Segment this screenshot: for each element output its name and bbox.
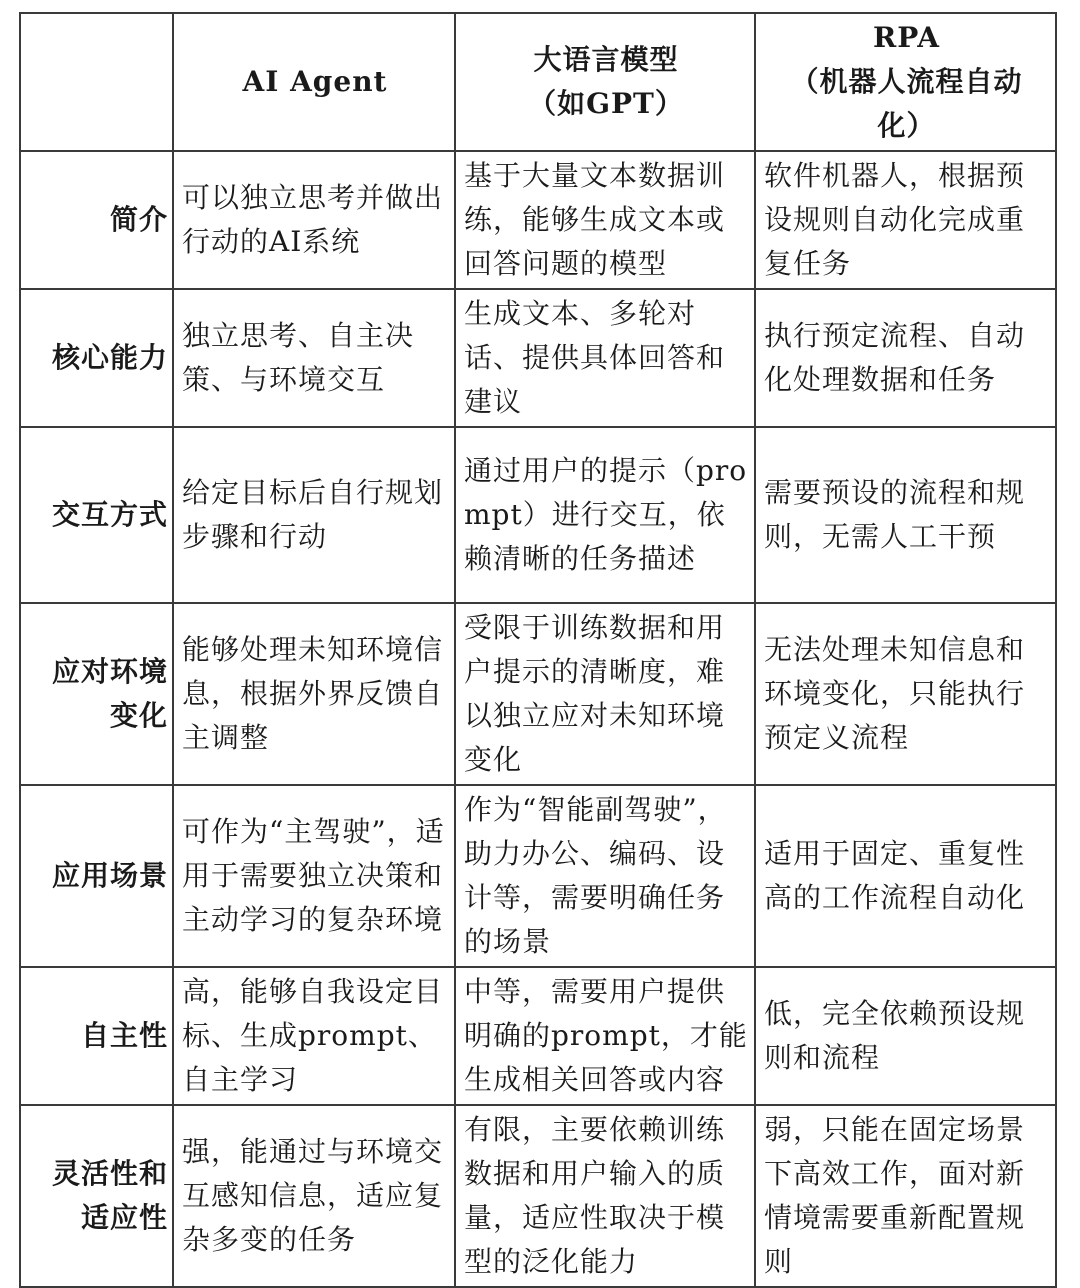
- row-label: 应对环境变化: [20, 603, 173, 785]
- cell-rpa: 软件机器人，根据预设规则自动化完成重复任务: [755, 151, 1056, 289]
- header-llm: 大语言模型 （如GPT）: [455, 13, 755, 151]
- cell-ai-agent: 独立思考、自主决策、与环境交互: [173, 289, 455, 427]
- table-header: [20, 13, 1056, 151]
- cell-llm: 中等，需要用户提供明确的prompt，才能生成相关回答或内容: [455, 967, 755, 1105]
- cell-ai-agent: 给定目标后自行规划步骤和行动: [173, 427, 455, 603]
- cell-rpa: 需要预设的流程和规则，无需人工干预: [755, 427, 1056, 603]
- cell-ai-agent: 可以独立思考并做出行动的AI系统: [173, 151, 455, 289]
- cell-ai-agent: 高，能够自我设定目标、生成prompt、自主学习: [173, 967, 455, 1105]
- table-row: [20, 151, 1056, 289]
- table-row: [20, 1105, 1056, 1287]
- cell-rpa: 执行预定流程、自动化处理数据和任务: [755, 289, 1056, 427]
- row-label: 核心能力: [20, 289, 173, 427]
- cell-llm: 基于大量文本数据训练，能够生成文本或回答问题的模型: [455, 151, 755, 289]
- header-rpa: RPA （机器人流程自动 化）: [755, 13, 1056, 151]
- cell-ai-agent: 能够处理未知环境信息，根据外界反馈自主调整: [173, 603, 455, 785]
- cell-llm: 生成文本、多轮对话、提供具体回答和建议: [455, 289, 755, 427]
- cell-llm: 受限于训练数据和用户提示的清晰度，难以独立应对未知环境变化: [455, 603, 755, 785]
- table-row: [20, 785, 1056, 967]
- cell-rpa: 适用于固定、重复性高的工作流程自动化: [755, 785, 1056, 967]
- row-label: 简介: [20, 151, 173, 289]
- header-ai-agent: AI Agent: [173, 13, 455, 151]
- cell-rpa: 无法处理未知信息和环境变化，只能执行预定义流程: [755, 603, 1056, 785]
- header-row: [20, 13, 1056, 151]
- table-row: [20, 603, 1056, 785]
- cell-rpa: 低，完全依赖预设规则和流程: [755, 967, 1056, 1105]
- cell-llm: 有限，主要依赖训练数据和用户输入的质量，适应性取决于模型的泛化能力: [455, 1105, 755, 1287]
- row-label: 交互方式: [20, 427, 173, 603]
- comparison-table: [19, 12, 1057, 1288]
- cell-llm: 通过用户的提示（prompt）进行交互，依赖清晰的任务描述: [455, 427, 755, 603]
- cell-ai-agent: 强，能通过与环境交互感知信息，适应复杂多变的任务: [173, 1105, 455, 1287]
- table-row: [20, 289, 1056, 427]
- row-label: 自主性: [20, 967, 173, 1105]
- table-row: [20, 427, 1056, 603]
- table-body: [20, 151, 1056, 1287]
- row-label: 灵活性和适应性: [20, 1105, 173, 1287]
- header-corner-cell: [20, 13, 173, 151]
- row-label: 应用场景: [20, 785, 173, 967]
- cell-llm: 作为“智能副驾驶”，助力办公、编码、设计等，需要明确任务的场景: [455, 785, 755, 967]
- table-row: [20, 967, 1056, 1105]
- cell-rpa: 弱，只能在固定场景下高效工作，面对新情境需要重新配置规则: [755, 1105, 1056, 1287]
- cell-ai-agent: 可作为“主驾驶”，适用于需要独立决策和主动学习的复杂环境: [173, 785, 455, 967]
